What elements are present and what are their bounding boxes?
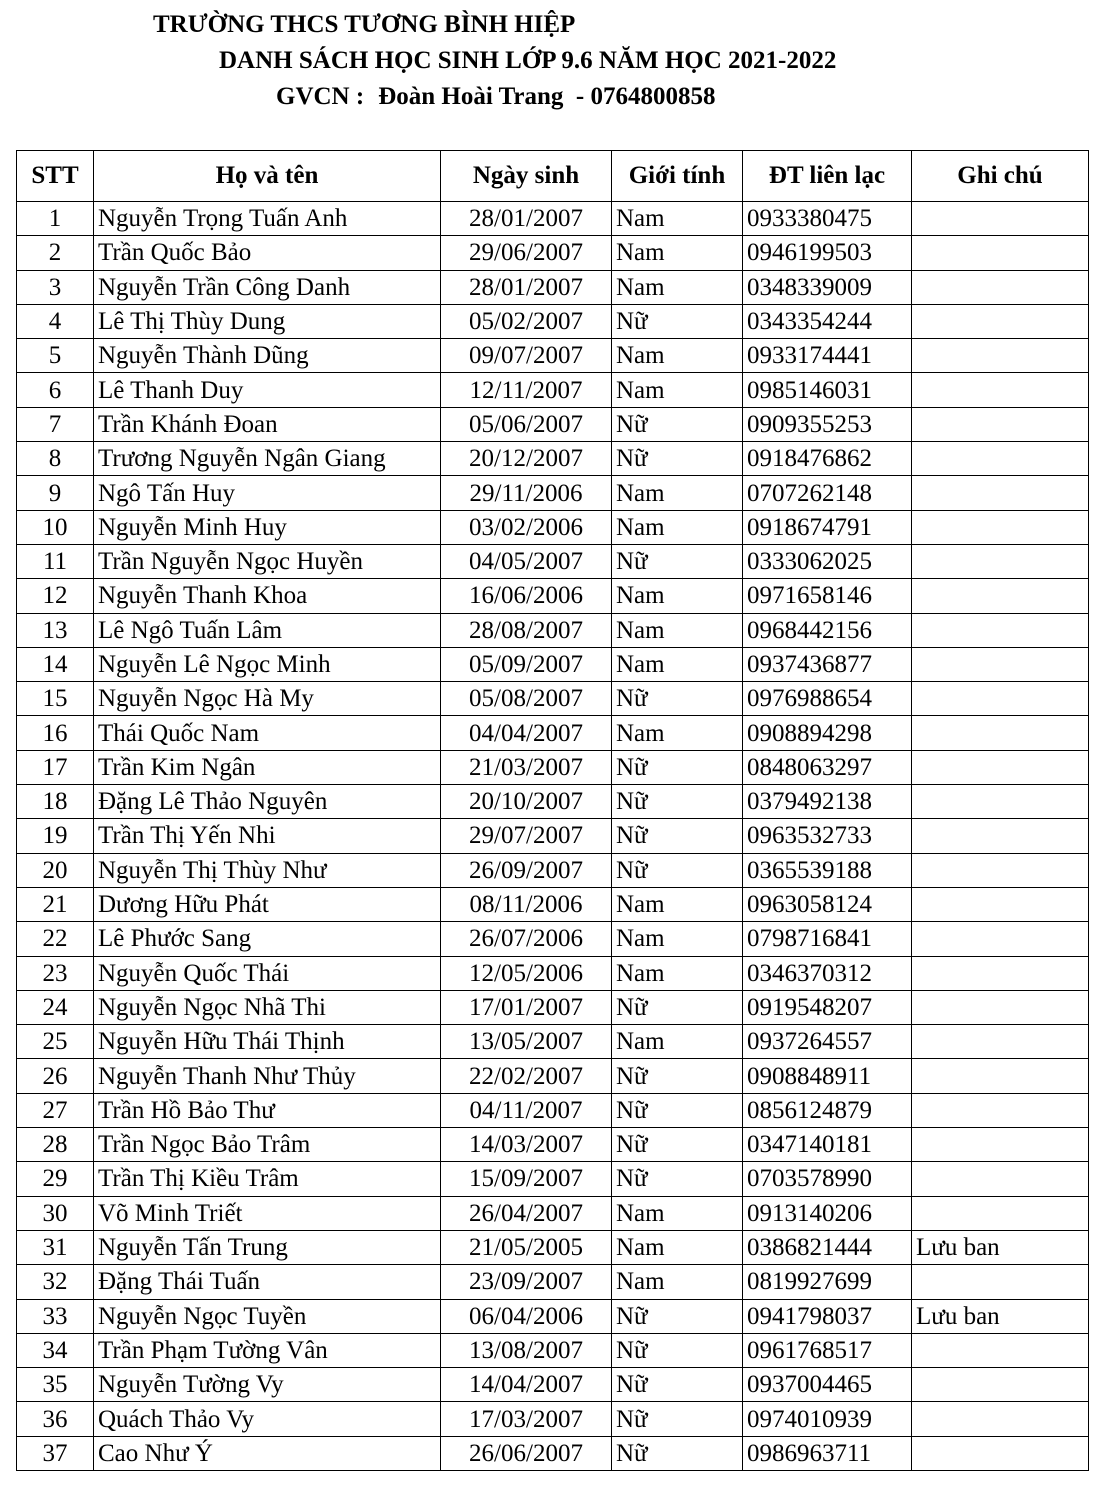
col-header-dob: Ngày sinh xyxy=(441,151,612,202)
table-row xyxy=(17,1025,1089,1059)
table-row xyxy=(17,236,1089,270)
cell-gender: Nam xyxy=(612,510,743,544)
cell-phone: 0856124879 xyxy=(743,1093,912,1127)
cell-dob: 28/08/2007 xyxy=(441,613,612,647)
table-row xyxy=(17,1162,1089,1196)
cell-phone: 0937004465 xyxy=(743,1368,912,1402)
cell-note xyxy=(912,887,1089,921)
student-table xyxy=(16,150,1089,1471)
cell-note: Lưu ban xyxy=(912,1299,1089,1333)
teacher-line xyxy=(276,82,715,112)
table-row xyxy=(17,1059,1089,1093)
cell-dob: 20/12/2007 xyxy=(441,442,612,476)
cell-gender: Nữ xyxy=(612,819,743,853)
cell-name: Nguyễn Thanh Khoa xyxy=(94,579,441,613)
cell-gender: Nữ xyxy=(612,407,743,441)
cell-name: Trần Phạm Tường Vân xyxy=(94,1333,441,1367)
cell-note xyxy=(912,1059,1089,1093)
cell-name: Nguyễn Trần Công Danh xyxy=(94,270,441,304)
cell-stt: 6 xyxy=(17,373,94,407)
cell-gender: Nam xyxy=(612,922,743,956)
table-row xyxy=(17,956,1089,990)
cell-name: Nguyễn Thành Dũng xyxy=(94,339,441,373)
table-row xyxy=(17,887,1089,921)
cell-note xyxy=(912,1402,1089,1436)
cell-dob: 14/03/2007 xyxy=(441,1128,612,1162)
cell-gender: Nữ xyxy=(612,750,743,784)
cell-name: Trần Quốc Bảo xyxy=(94,236,441,270)
cell-gender: Nữ xyxy=(612,990,743,1024)
cell-phone: 0333062025 xyxy=(743,544,912,578)
table-row xyxy=(17,1436,1089,1470)
table-row xyxy=(17,373,1089,407)
cell-name: Nguyễn Ngọc Tuyền xyxy=(94,1299,441,1333)
cell-gender: Nam xyxy=(612,887,743,921)
cell-gender: Nữ xyxy=(612,1436,743,1470)
cell-phone: 0976988654 xyxy=(743,682,912,716)
cell-phone: 0848063297 xyxy=(743,750,912,784)
table-row xyxy=(17,647,1089,681)
cell-note xyxy=(912,1368,1089,1402)
cell-gender: Nam xyxy=(612,647,743,681)
cell-stt: 29 xyxy=(17,1162,94,1196)
table-row xyxy=(17,1093,1089,1127)
cell-dob: 17/01/2007 xyxy=(441,990,612,1024)
cell-dob: 05/02/2007 xyxy=(441,304,612,338)
cell-note xyxy=(912,579,1089,613)
cell-name: Đặng Lê Thảo Nguyên xyxy=(94,785,441,819)
cell-note xyxy=(912,270,1089,304)
table-row xyxy=(17,339,1089,373)
cell-note xyxy=(912,956,1089,990)
cell-name: Trần Kim Ngân xyxy=(94,750,441,784)
cell-stt: 17 xyxy=(17,750,94,784)
cell-phone: 0946199503 xyxy=(743,236,912,270)
cell-gender: Nữ xyxy=(612,785,743,819)
cell-phone: 0909355253 xyxy=(743,407,912,441)
cell-gender: Nữ xyxy=(612,853,743,887)
cell-name: Nguyễn Lê Ngọc Minh xyxy=(94,647,441,681)
table-body xyxy=(17,202,1089,1471)
cell-stt: 32 xyxy=(17,1265,94,1299)
cell-stt: 31 xyxy=(17,1230,94,1264)
cell-gender: Nữ xyxy=(612,1368,743,1402)
table-row xyxy=(17,304,1089,338)
cell-name: Lê Thanh Duy xyxy=(94,373,441,407)
cell-name: Thái Quốc Nam xyxy=(94,716,441,750)
cell-phone: 0937436877 xyxy=(743,647,912,681)
cell-dob: 13/08/2007 xyxy=(441,1333,612,1367)
cell-note xyxy=(912,750,1089,784)
cell-dob: 05/09/2007 xyxy=(441,647,612,681)
table-row xyxy=(17,1196,1089,1230)
cell-dob: 20/10/2007 xyxy=(441,785,612,819)
cell-dob: 21/05/2005 xyxy=(441,1230,612,1264)
cell-stt: 23 xyxy=(17,956,94,990)
cell-gender: Nam xyxy=(612,579,743,613)
cell-name: Nguyễn Ngọc Hà My xyxy=(94,682,441,716)
cell-stt: 19 xyxy=(17,819,94,853)
cell-note xyxy=(912,339,1089,373)
cell-note xyxy=(912,407,1089,441)
cell-dob: 29/11/2006 xyxy=(441,476,612,510)
cell-note xyxy=(912,990,1089,1024)
cell-stt: 14 xyxy=(17,647,94,681)
cell-stt: 36 xyxy=(17,1402,94,1436)
cell-name: Nguyễn Hữu Thái Thịnh xyxy=(94,1025,441,1059)
cell-phone: 0933174441 xyxy=(743,339,912,373)
cell-phone: 0974010939 xyxy=(743,1402,912,1436)
cell-gender: Nam xyxy=(612,202,743,236)
cell-note xyxy=(912,476,1089,510)
cell-dob: 22/02/2007 xyxy=(441,1059,612,1093)
cell-dob: 09/07/2007 xyxy=(441,339,612,373)
cell-phone: 0707262148 xyxy=(743,476,912,510)
cell-gender: Nữ xyxy=(612,544,743,578)
table-header-row xyxy=(17,151,1089,202)
cell-stt: 28 xyxy=(17,1128,94,1162)
cell-phone: 0908848911 xyxy=(743,1059,912,1093)
cell-gender: Nam xyxy=(612,476,743,510)
cell-note xyxy=(912,1196,1089,1230)
cell-stt: 22 xyxy=(17,922,94,956)
cell-stt: 27 xyxy=(17,1093,94,1127)
table-row xyxy=(17,819,1089,853)
cell-note xyxy=(912,682,1089,716)
col-header-gender: Giới tính xyxy=(612,151,743,202)
cell-stt: 5 xyxy=(17,339,94,373)
cell-stt: 37 xyxy=(17,1436,94,1470)
cell-name: Trần Thị Yến Nhi xyxy=(94,819,441,853)
cell-stt: 20 xyxy=(17,853,94,887)
cell-dob: 17/03/2007 xyxy=(441,1402,612,1436)
cell-phone: 0348339009 xyxy=(743,270,912,304)
cell-dob: 06/04/2006 xyxy=(441,1299,612,1333)
table-row xyxy=(17,1368,1089,1402)
cell-phone: 0961768517 xyxy=(743,1333,912,1367)
cell-name: Nguyễn Minh Huy xyxy=(94,510,441,544)
cell-note xyxy=(912,613,1089,647)
cell-dob: 29/07/2007 xyxy=(441,819,612,853)
cell-note xyxy=(912,922,1089,956)
cell-phone: 0347140181 xyxy=(743,1128,912,1162)
cell-note xyxy=(912,544,1089,578)
cell-note xyxy=(912,716,1089,750)
cell-stt: 1 xyxy=(17,202,94,236)
table-row xyxy=(17,990,1089,1024)
cell-name: Lê Phước Sang xyxy=(94,922,441,956)
cell-stt: 4 xyxy=(17,304,94,338)
cell-dob: 04/04/2007 xyxy=(441,716,612,750)
cell-phone: 0346370312 xyxy=(743,956,912,990)
cell-name: Đặng Thái Tuấn xyxy=(94,1265,441,1299)
cell-phone: 0918674791 xyxy=(743,510,912,544)
cell-dob: 12/11/2007 xyxy=(441,373,612,407)
cell-dob: 04/05/2007 xyxy=(441,544,612,578)
table-row xyxy=(17,579,1089,613)
cell-stt: 16 xyxy=(17,716,94,750)
cell-phone: 0918476862 xyxy=(743,442,912,476)
cell-name: Trần Thị Kiều Trâm xyxy=(94,1162,441,1196)
cell-gender: Nữ xyxy=(612,1333,743,1367)
cell-phone: 0908894298 xyxy=(743,716,912,750)
cell-note xyxy=(912,236,1089,270)
cell-stt: 15 xyxy=(17,682,94,716)
cell-name: Nguyễn Tấn Trung xyxy=(94,1230,441,1264)
table-row xyxy=(17,1299,1089,1333)
teacher-info: Đoàn Hoài Trang - 0764800858 xyxy=(378,83,716,110)
cell-stt: 7 xyxy=(17,407,94,441)
cell-phone: 0963532733 xyxy=(743,819,912,853)
cell-stt: 3 xyxy=(17,270,94,304)
cell-phone: 0798716841 xyxy=(743,922,912,956)
cell-name: Cao Như Ý xyxy=(94,1436,441,1470)
cell-dob: 03/02/2006 xyxy=(441,510,612,544)
cell-dob: 05/08/2007 xyxy=(441,682,612,716)
cell-dob: 26/09/2007 xyxy=(441,853,612,887)
cell-gender: Nam xyxy=(612,956,743,990)
cell-phone: 0819927699 xyxy=(743,1265,912,1299)
cell-note xyxy=(912,373,1089,407)
cell-note xyxy=(912,1333,1089,1367)
cell-gender: Nữ xyxy=(612,1128,743,1162)
cell-stt: 8 xyxy=(17,442,94,476)
cell-gender: Nữ xyxy=(612,1162,743,1196)
cell-note xyxy=(912,304,1089,338)
cell-phone: 0963058124 xyxy=(743,887,912,921)
table-row xyxy=(17,682,1089,716)
cell-name: Quách Thảo Vy xyxy=(94,1402,441,1436)
cell-gender: Nam xyxy=(612,1265,743,1299)
cell-note xyxy=(912,853,1089,887)
cell-gender: Nam xyxy=(612,373,743,407)
cell-phone: 0703578990 xyxy=(743,1162,912,1196)
cell-gender: Nam xyxy=(612,613,743,647)
cell-stt: 25 xyxy=(17,1025,94,1059)
table-row xyxy=(17,510,1089,544)
cell-dob: 08/11/2006 xyxy=(441,887,612,921)
col-header-note: Ghi chú xyxy=(912,151,1089,202)
cell-note xyxy=(912,785,1089,819)
school-name: TRƯỜNG THCS TƯƠNG BÌNH HIỆP xyxy=(153,11,576,38)
cell-gender: Nữ xyxy=(612,1059,743,1093)
cell-phone: 0968442156 xyxy=(743,613,912,647)
cell-dob: 04/11/2007 xyxy=(441,1093,612,1127)
cell-dob: 14/04/2007 xyxy=(441,1368,612,1402)
cell-gender: Nữ xyxy=(612,1093,743,1127)
cell-name: Nguyễn Thị Thùy Như xyxy=(94,853,441,887)
cell-name: Trần Ngọc Bảo Trâm xyxy=(94,1128,441,1162)
cell-note xyxy=(912,442,1089,476)
cell-gender: Nữ xyxy=(612,304,743,338)
cell-stt: 18 xyxy=(17,785,94,819)
list-title: DANH SÁCH HỌC SINH LỚP 9.6 NĂM HỌC 2021-2022 xyxy=(219,47,837,74)
cell-note xyxy=(912,819,1089,853)
cell-phone: 0985146031 xyxy=(743,373,912,407)
cell-dob: 26/07/2006 xyxy=(441,922,612,956)
cell-gender: Nữ xyxy=(612,442,743,476)
table-row xyxy=(17,407,1089,441)
cell-dob: 13/05/2007 xyxy=(441,1025,612,1059)
cell-name: Trần Nguyễn Ngọc Huyền xyxy=(94,544,441,578)
cell-name: Nguyễn Trọng Tuấn Anh xyxy=(94,202,441,236)
cell-note xyxy=(912,202,1089,236)
cell-dob: 15/09/2007 xyxy=(441,1162,612,1196)
cell-gender: Nam xyxy=(612,339,743,373)
cell-phone: 0386821444 xyxy=(743,1230,912,1264)
cell-stt: 34 xyxy=(17,1333,94,1367)
cell-stt: 21 xyxy=(17,887,94,921)
cell-note xyxy=(912,1265,1089,1299)
cell-name: Lê Ngô Tuấn Lâm xyxy=(94,613,441,647)
table-row xyxy=(17,1128,1089,1162)
cell-stt: 30 xyxy=(17,1196,94,1230)
cell-name: Dương Hữu Phát xyxy=(94,887,441,921)
cell-dob: 05/06/2007 xyxy=(441,407,612,441)
cell-stt: 9 xyxy=(17,476,94,510)
cell-stt: 33 xyxy=(17,1299,94,1333)
table-row xyxy=(17,853,1089,887)
table-row xyxy=(17,476,1089,510)
cell-stt: 13 xyxy=(17,613,94,647)
cell-phone: 0986963711 xyxy=(743,1436,912,1470)
cell-name: Nguyễn Tường Vy xyxy=(94,1368,441,1402)
cell-name: Trần Hồ Bảo Thư xyxy=(94,1093,441,1127)
cell-stt: 2 xyxy=(17,236,94,270)
cell-phone: 0941798037 xyxy=(743,1299,912,1333)
cell-name: Trần Khánh Đoan xyxy=(94,407,441,441)
cell-phone: 0379492138 xyxy=(743,785,912,819)
cell-gender: Nam xyxy=(612,716,743,750)
cell-note xyxy=(912,510,1089,544)
cell-gender: Nữ xyxy=(612,682,743,716)
cell-gender: Nam xyxy=(612,236,743,270)
table-row xyxy=(17,1333,1089,1367)
cell-phone: 0913140206 xyxy=(743,1196,912,1230)
cell-name: Nguyễn Ngọc Nhã Thi xyxy=(94,990,441,1024)
cell-phone: 0365539188 xyxy=(743,853,912,887)
table-row xyxy=(17,750,1089,784)
cell-phone: 0937264557 xyxy=(743,1025,912,1059)
cell-note xyxy=(912,1093,1089,1127)
cell-name: Nguyễn Thanh Như Thủy xyxy=(94,1059,441,1093)
cell-gender: Nam xyxy=(612,1196,743,1230)
cell-dob: 21/03/2007 xyxy=(441,750,612,784)
cell-phone: 0343354244 xyxy=(743,304,912,338)
cell-gender: Nam xyxy=(612,270,743,304)
table-row xyxy=(17,544,1089,578)
table-row xyxy=(17,922,1089,956)
teacher-label: GVCN : xyxy=(276,83,365,110)
cell-gender: Nam xyxy=(612,1025,743,1059)
cell-phone: 0919548207 xyxy=(743,990,912,1024)
col-header-name: Họ và tên xyxy=(94,151,441,202)
cell-phone: 0933380475 xyxy=(743,202,912,236)
cell-note: Lưu ban xyxy=(912,1230,1089,1264)
cell-stt: 11 xyxy=(17,544,94,578)
cell-dob: 12/05/2006 xyxy=(441,956,612,990)
cell-dob: 29/06/2007 xyxy=(441,236,612,270)
table-row xyxy=(17,202,1089,236)
cell-dob: 23/09/2007 xyxy=(441,1265,612,1299)
cell-stt: 12 xyxy=(17,579,94,613)
cell-note xyxy=(912,1436,1089,1470)
cell-name: Lê Thị Thùy Dung xyxy=(94,304,441,338)
cell-gender: Nữ xyxy=(612,1299,743,1333)
table-row xyxy=(17,716,1089,750)
col-header-phone: ĐT liên lạc xyxy=(743,151,912,202)
table-row xyxy=(17,442,1089,476)
cell-phone: 0971658146 xyxy=(743,579,912,613)
cell-note xyxy=(912,647,1089,681)
cell-stt: 26 xyxy=(17,1059,94,1093)
cell-stt: 10 xyxy=(17,510,94,544)
cell-dob: 26/06/2007 xyxy=(441,1436,612,1470)
table-row xyxy=(17,1230,1089,1264)
table-row xyxy=(17,785,1089,819)
cell-note xyxy=(912,1025,1089,1059)
cell-dob: 28/01/2007 xyxy=(441,202,612,236)
table-row xyxy=(17,613,1089,647)
cell-name: Ngô Tấn Huy xyxy=(94,476,441,510)
cell-dob: 28/01/2007 xyxy=(441,270,612,304)
cell-name: Nguyễn Quốc Thái xyxy=(94,956,441,990)
table-row xyxy=(17,1402,1089,1436)
cell-gender: Nữ xyxy=(612,1402,743,1436)
cell-stt: 24 xyxy=(17,990,94,1024)
cell-gender: Nam xyxy=(612,1230,743,1264)
cell-dob: 16/06/2006 xyxy=(441,579,612,613)
cell-name: Trương Nguyễn Ngân Giang xyxy=(94,442,441,476)
cell-dob: 26/04/2007 xyxy=(441,1196,612,1230)
cell-stt: 35 xyxy=(17,1368,94,1402)
table-row xyxy=(17,270,1089,304)
col-header-stt: STT xyxy=(17,151,94,202)
table-row xyxy=(17,1265,1089,1299)
cell-note xyxy=(912,1128,1089,1162)
cell-note xyxy=(912,1162,1089,1196)
cell-name: Võ Minh Triết xyxy=(94,1196,441,1230)
